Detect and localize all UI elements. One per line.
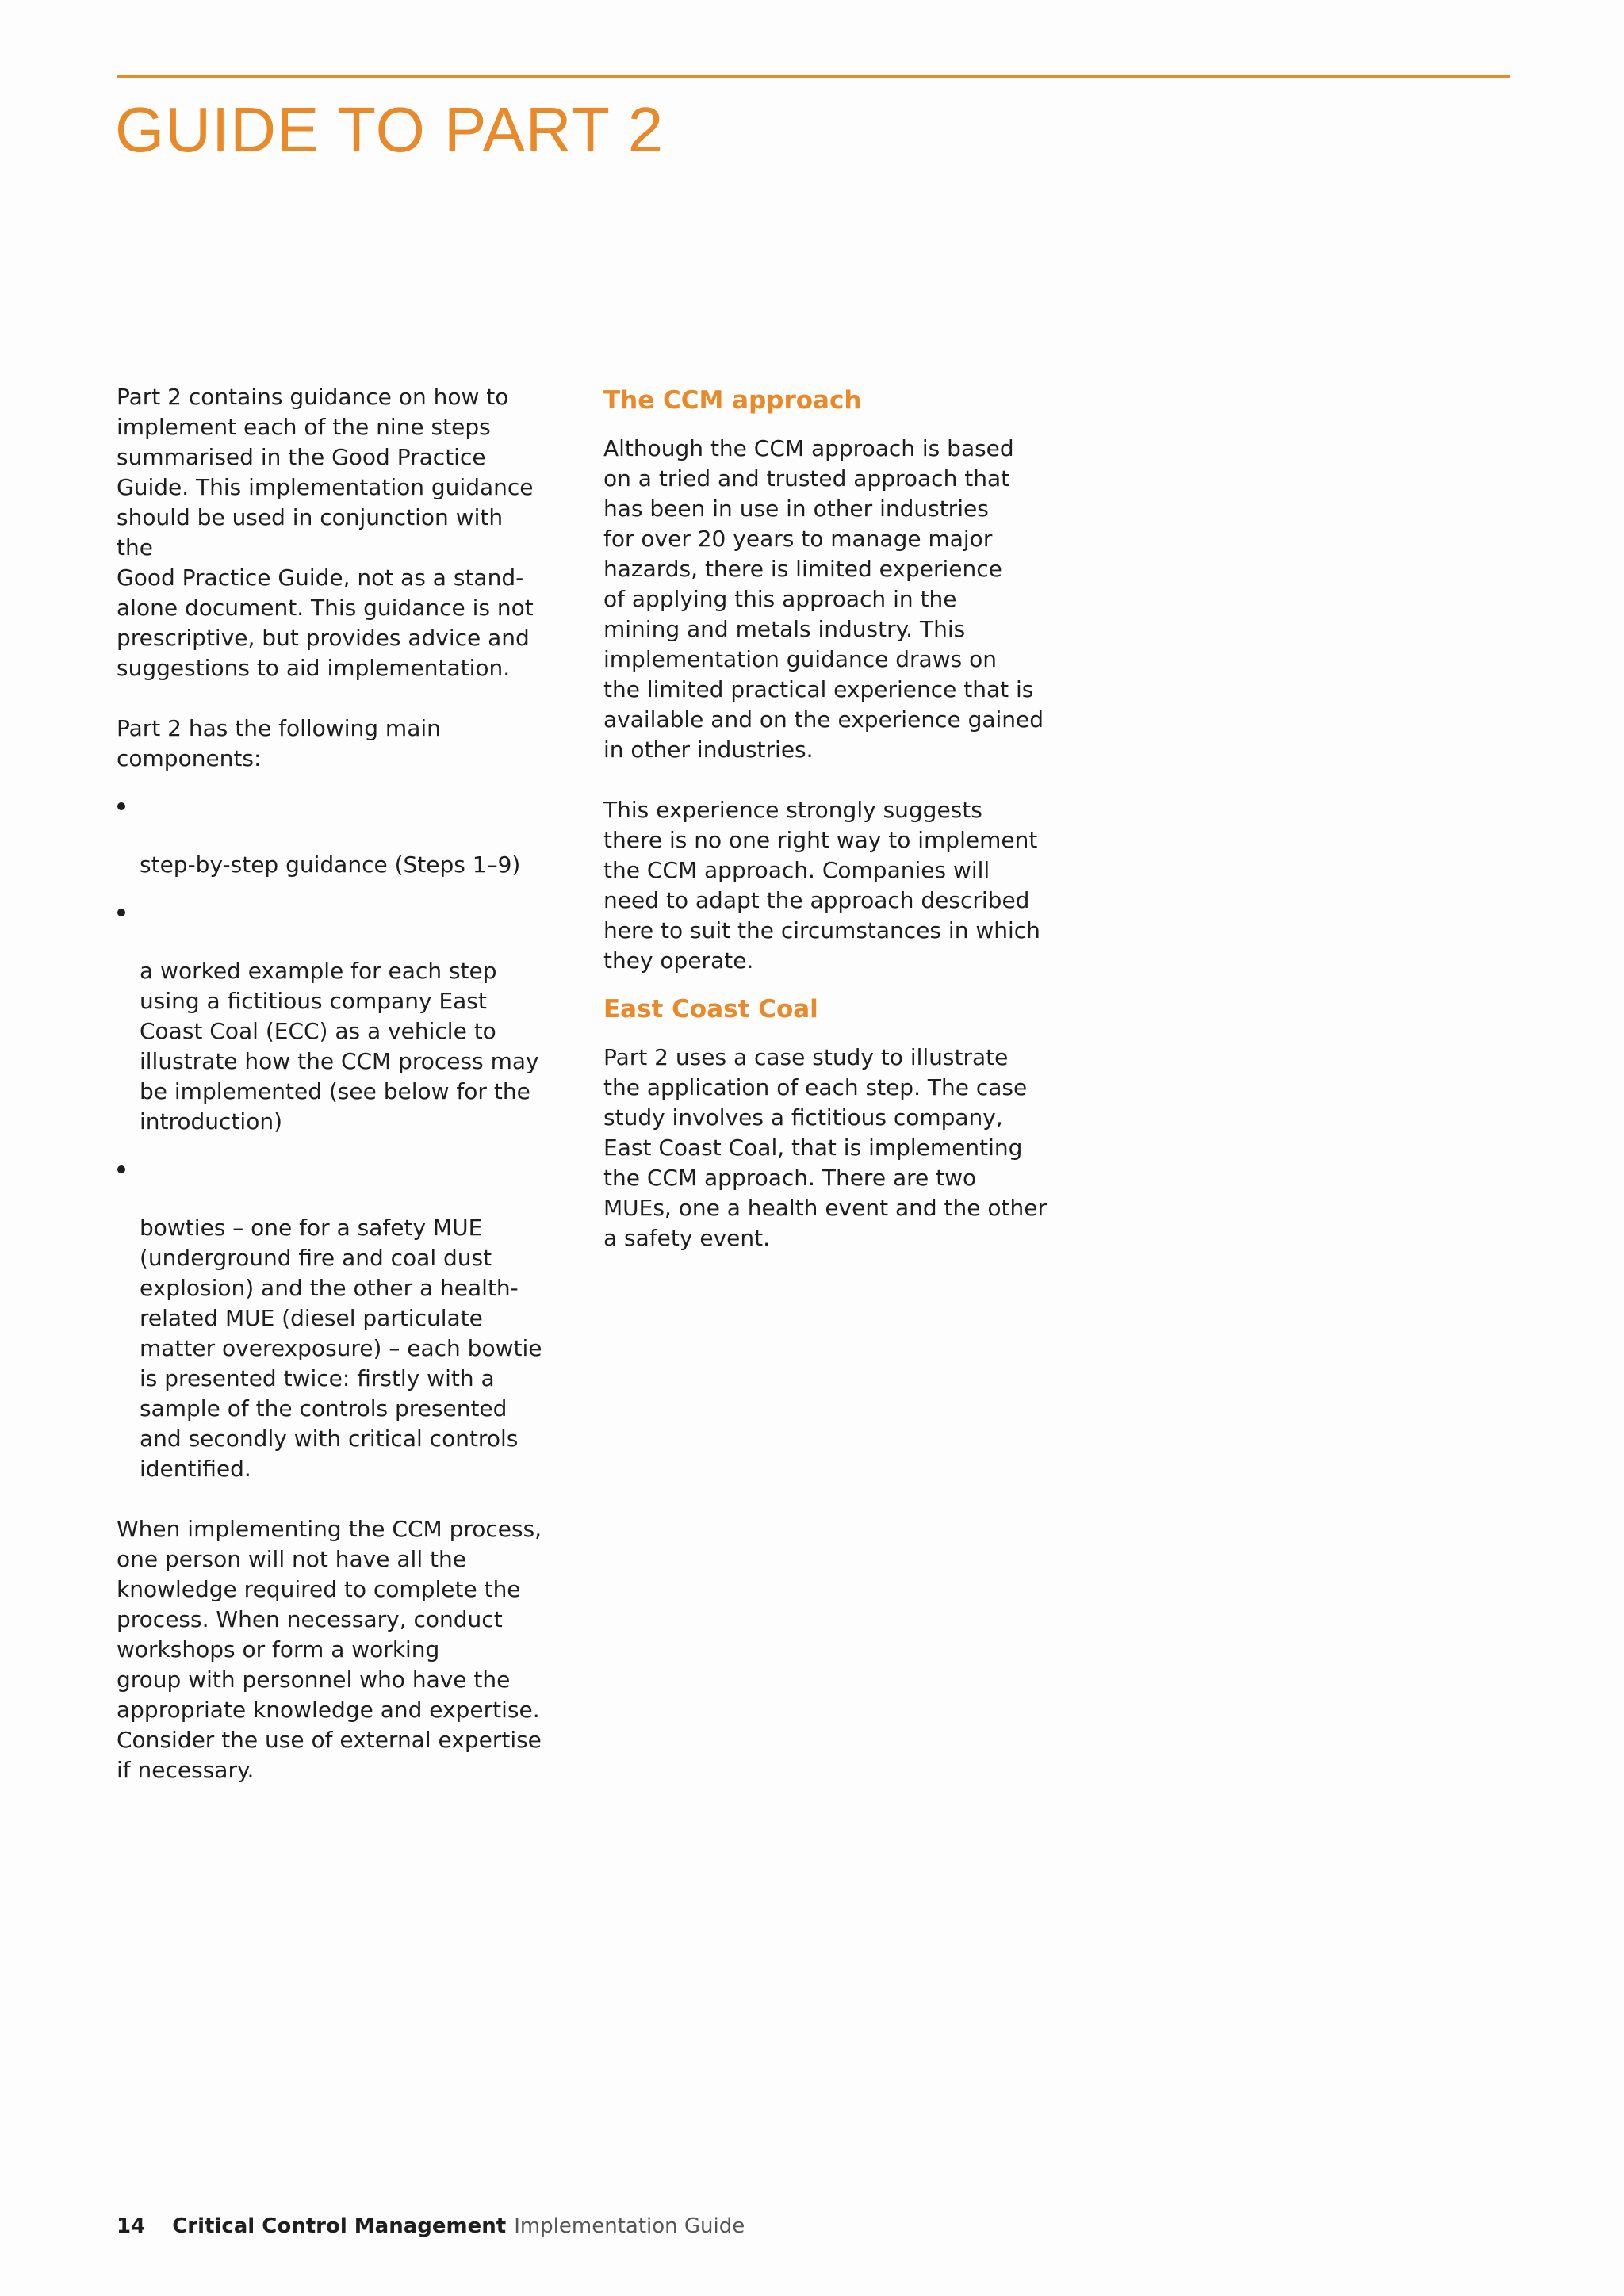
closing-paragraph: When implementing the CCM process, one person will not have all the knowledge required to complete the process. When necessary, conduct workshops or form a working group with personnel who have the appropriate knowledge and expertise. Consider the use of external expertise if necessary.: [117, 1516, 542, 1783]
left-column: [117, 382, 545, 1816]
east-coast-coal-paragraph: Part 2 uses a case study to illustrate the application of each step. The case study involves a fictitious company, East Coast Coal, that is implementing the CCM approach. There are two MUEs, one a health event and the other a safety event.: [603, 1044, 1048, 1251]
list-item: [117, 896, 545, 1137]
document-title: Critical Control Management: [172, 2214, 507, 2238]
page-title: GUIDE TO PART 2: [115, 94, 665, 165]
page-footer: [117, 2212, 745, 2241]
list-item: [117, 790, 545, 880]
east-coast-coal-heading: East Coast Coal: [603, 995, 818, 1024]
list-item: [117, 1153, 545, 1484]
bullet-icon: [117, 1165, 125, 1173]
bullet-icon: [117, 802, 125, 810]
list-item-text: step-by-step guidance (Steps 1–9): [140, 851, 521, 878]
list-item-text: bowties – one for a safety MUE (underground fire and coal dust explosion) and the other a health- related MUE (diesel particulate matter overexposure) – each bowtie is presented twice: firstly with a sample of the controls presented and secondly with critical controls identified.: [140, 1215, 542, 1482]
ccm-approach-paragraph-2: This experience strongly suggests there is no one right way to implement the CCM approach. Companies will need to adapt the approach described here to suit the circumstances in which they operate.: [603, 797, 1040, 974]
header-rule: [117, 75, 1510, 78]
ccm-approach-paragraph-1: Although the CCM approach is based on a tried and trusted approach that has been in use in other industries for over 20 years to manage major hazards, there is limited experience of applying this approach in the mining and metals industry. This implementation guidance draws on the limited practical experience that is available and on the experience gained in other industries.: [603, 435, 1044, 763]
components-list: [117, 790, 545, 1484]
page-number: 14: [117, 2214, 146, 2238]
bullet-icon: [117, 909, 125, 916]
components-lead: Part 2 has the following main components:: [117, 715, 441, 771]
list-item-text: a worked example for each step using a fictitious company East Coast Coal (ECC) as a vehicle to illustrate how the CCM process may be implemented (see below for the introduction): [140, 958, 539, 1135]
document-subtitle: Implementation Guide: [514, 2214, 745, 2238]
ccm-approach-heading: The CCM approach: [603, 386, 862, 415]
right-column: [603, 383, 1048, 1284]
intro-paragraph: Part 2 contains guidance on how to implement each of the nine steps summarised in the Good Practice Guide. This implementation guidance should be used in conjunction with the Good Practice Guide, not as a stand- alone document. This guidance is not prescriptive, but provides advice and suggestions to aid implementation.: [117, 384, 534, 681]
